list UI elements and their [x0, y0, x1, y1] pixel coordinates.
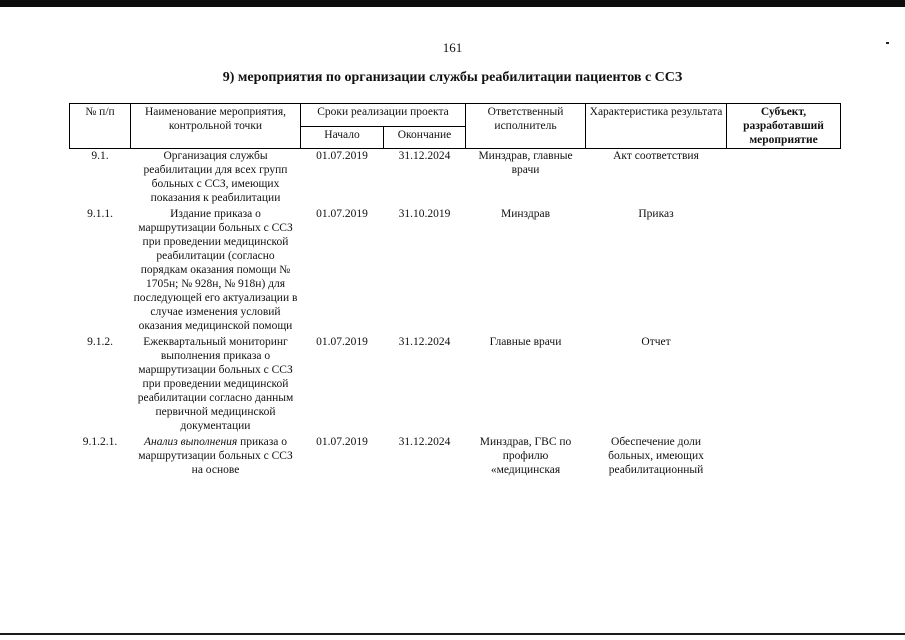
scan-bottom-border — [0, 633, 905, 635]
header-result: Характеристика результата — [586, 104, 727, 149]
row-num: 9.1. — [91, 150, 109, 162]
row-end: 31.12.2024 — [398, 336, 451, 348]
row-num: 9.1.2.1. — [82, 436, 118, 448]
page-title: 9) мероприятия по организации службы реабилитации пациентов с ССЗ — [222, 70, 683, 85]
row-result: Отчет — [641, 336, 671, 348]
row-result: Приказ — [638, 208, 674, 220]
scan-top-border — [0, 0, 905, 7]
row-name-italic: Анализ выполнения — [144, 436, 238, 448]
table-row — [70, 207, 841, 335]
row-start: 01.07.2019 — [316, 208, 368, 220]
row-subject — [727, 335, 841, 435]
row-subject — [727, 435, 841, 479]
row-name: Ежеквартальный мониторинг выполнения приказа о маршрутизации больных с ССЗ при проведении медицинской реабилитации согласно данным первичной медицинской документации — [137, 336, 294, 432]
table-row — [70, 335, 841, 435]
header-end: Окончание — [384, 126, 466, 149]
row-name-rest: приказа о маршрутизации больных с ССЗ на основе — [138, 436, 293, 476]
events-table — [69, 103, 841, 479]
page-number: 161 — [442, 40, 463, 55]
row-start: 01.07.2019 — [316, 436, 368, 448]
row-result: Акт соответствия — [613, 150, 699, 162]
header-name: Наименование мероприятия, контрольной точки — [131, 104, 301, 149]
header-subject: Субъект, разработавший мероприятие — [727, 104, 841, 149]
row-executor: Главные врачи — [489, 336, 562, 348]
row-executor: Минздрав, главные врачи — [478, 150, 573, 176]
header-num: № п/п — [70, 104, 131, 149]
table-row — [70, 149, 841, 208]
row-start: 01.07.2019 — [316, 336, 368, 348]
row-subject — [727, 207, 841, 335]
row-executor: Минздрав — [501, 208, 551, 220]
header-terms: Сроки реализации проекта — [301, 104, 466, 127]
row-subject — [727, 149, 841, 208]
row-start: 01.07.2019 — [316, 150, 368, 162]
header-start: Начало — [301, 126, 384, 149]
row-result: Обеспечение доли больных, имеющих реабилитационный — [608, 436, 704, 476]
header-executor: Ответственный исполнитель — [466, 104, 586, 149]
row-end: 31.10.2019 — [398, 208, 451, 220]
table-header — [70, 104, 841, 149]
row-num: 9.1.2. — [87, 336, 113, 348]
row-end: 31.12.2024 — [398, 150, 451, 162]
row-end: 31.12.2024 — [398, 436, 451, 448]
row-name: Издание приказа о маршрутизации больных с ССЗ при проведении медицинской реабилитации (согласно порядкам оказания помощи № 1705н; № 928н, № 918н) для последующей его актуализации в случае изменения условий оказания медицинской помощи — [133, 208, 298, 332]
row-name — [131, 435, 301, 479]
row-executor: Минздрав, ГВС по профилю «медицинская — [479, 436, 572, 476]
table-row — [70, 435, 841, 479]
row-name: Организация службы реабилитации для всех групп больных с ССЗ, имеющих показания к реабилитации — [143, 150, 288, 204]
row-num: 9.1.1. — [87, 208, 113, 220]
